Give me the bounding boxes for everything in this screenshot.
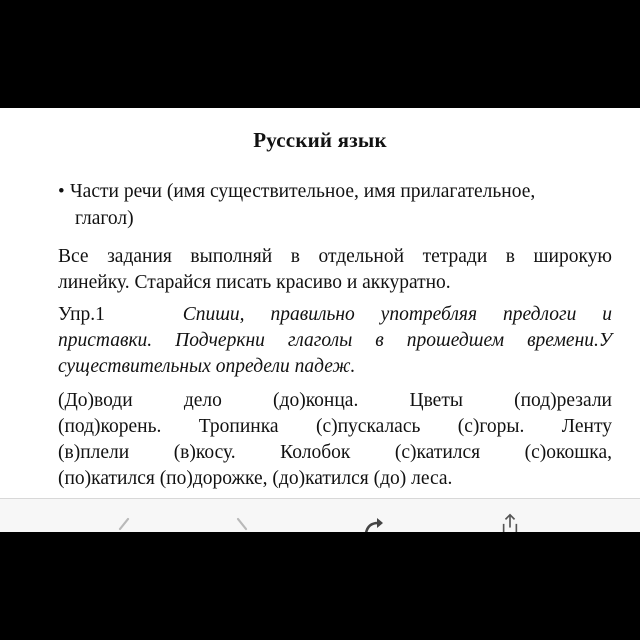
bullet-line-2: глагол) <box>75 208 134 229</box>
document-title: Русский язык <box>253 128 387 152</box>
forward-icon[interactable] <box>222 515 262 533</box>
exercise-text-line-3: (в)плели (в)косу. Колобок (с)катился (с)окошка, <box>58 442 612 463</box>
exercise-text-line-4: (по)катился (по)дорожке, (до)катился (до) леса. <box>58 468 453 489</box>
instructions-line-1: Все задания выполняй в отдельной тетради в широкую <box>58 246 612 267</box>
exercise-instruction-3: существительных определи падеж. <box>58 356 356 377</box>
exercise-task <box>58 302 612 380</box>
share-icon[interactable] <box>490 513 530 533</box>
exercise-text-line-2: (под)корень. Тропинка (с)пускалась (с)горы. Ленту <box>58 416 612 437</box>
bullet-line-1: Части речи (имя существительное, имя прилагательное, <box>70 181 536 202</box>
exercise-instruction-2: приставки. Подчеркни глаголы в прошедшем времени.У <box>58 330 612 351</box>
bottom-black-area <box>0 532 640 640</box>
exercise-task-line-1 <box>58 302 612 328</box>
back-icon[interactable] <box>104 515 144 533</box>
exercise-instruction-1: Спиши, правильно употребляя предлоги и <box>182 304 613 325</box>
exercise-label: Упр.1 <box>58 304 105 325</box>
instructions-paragraph <box>58 244 612 296</box>
bullet-marker: • <box>58 181 65 202</box>
exercise-text-line-1: (До)води дело (до)конца. Цветы (под)резали <box>58 390 612 411</box>
browser-toolbar <box>0 498 640 533</box>
document-page <box>0 108 640 498</box>
reload-icon[interactable] <box>352 515 392 533</box>
exercise-text <box>58 388 612 492</box>
bullet-item <box>58 178 612 232</box>
instructions-line-2: линейку. Старайся писать красиво и аккуратно. <box>58 272 451 293</box>
